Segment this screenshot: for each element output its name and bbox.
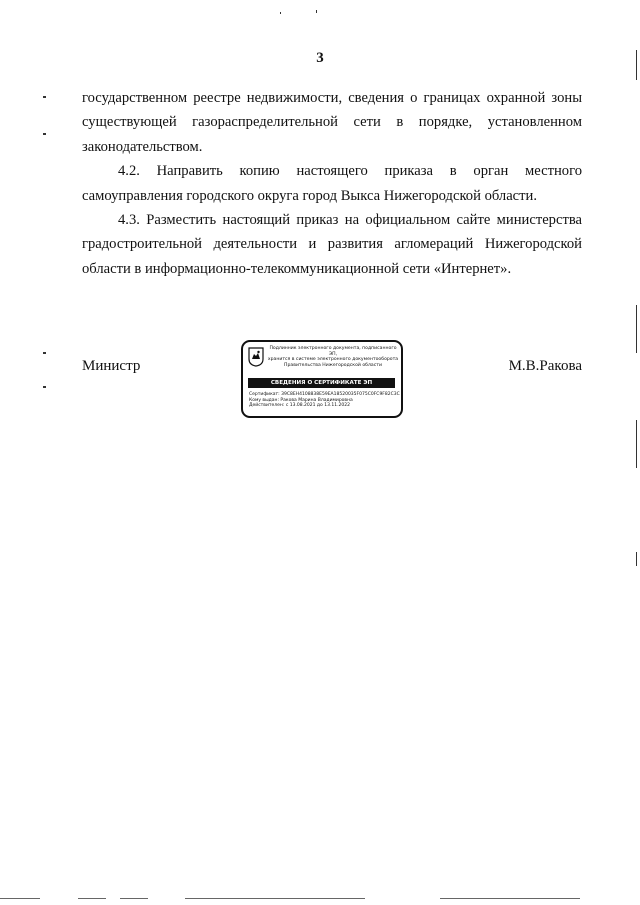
coat-of-arms-icon [248, 347, 264, 367]
scan-mark [280, 12, 281, 14]
scan-edge-line [440, 898, 580, 899]
scan-mark [636, 50, 637, 80]
certificate-value: 39C8EH4108838E59EA18520035F075C0FC9F82C3C [281, 392, 400, 397]
scan-edge-line [0, 898, 40, 899]
issued-to-label: Кому выдан: [249, 397, 279, 403]
issued-to-value: Ракова Марина Владимировна [280, 397, 353, 403]
certificate-label: Сертификат: [249, 392, 280, 397]
validity-label: Действителен: [249, 403, 285, 409]
scan-mark [43, 386, 46, 388]
electronic-signature-stamp [241, 340, 403, 418]
stamp-details [249, 392, 400, 409]
stamp-header-line: хранится в системе электронного документооборота [267, 357, 399, 363]
paragraph-continuation: государственном реестре недвижимости, сведения о границах охранной зоны существующей газораспределительной сети в порядке, установленном законодательством. [82, 90, 582, 155]
scan-mark [316, 10, 317, 13]
validity-value: с 13.08.2021 до 13.11.2022 [285, 403, 350, 409]
scan-mark [43, 133, 46, 135]
scan-edge-line [120, 898, 148, 899]
scan-mark [636, 420, 637, 468]
signer-position: Министр [82, 358, 141, 374]
scan-mark [636, 305, 637, 353]
scan-mark [636, 552, 637, 566]
scan-mark [43, 352, 46, 354]
stamp-title-bar: СВЕДЕНИЯ О СЕРТИФИКАТЕ ЭП [248, 378, 395, 388]
signer-name: М.В.Ракова [508, 358, 582, 374]
paragraph-4-2: 4.2. Направить копию настоящего приказа в орган местного самоуправления городского округа город Выкса Нижегородской области. [82, 163, 582, 204]
stamp-header [267, 346, 399, 368]
stamp-header-line: Правительства Нижегородской области [284, 362, 382, 368]
stamp-header-line: Подлинник электронного документа, подписанного ЭП, [269, 346, 397, 357]
scan-edge-line [185, 898, 365, 899]
scan-edge-line [78, 898, 106, 899]
document-body [82, 86, 582, 281]
validity-row [249, 403, 397, 409]
paragraph-4-3: 4.3. Разместить настоящий приказ на официальном сайте министерства градостроительной деятельности и развития агломераций Нижегородской области в информационно-телекоммуникационной сети «Интернет». [82, 212, 582, 277]
scan-mark [43, 96, 46, 98]
page-number: 3 [316, 50, 324, 66]
